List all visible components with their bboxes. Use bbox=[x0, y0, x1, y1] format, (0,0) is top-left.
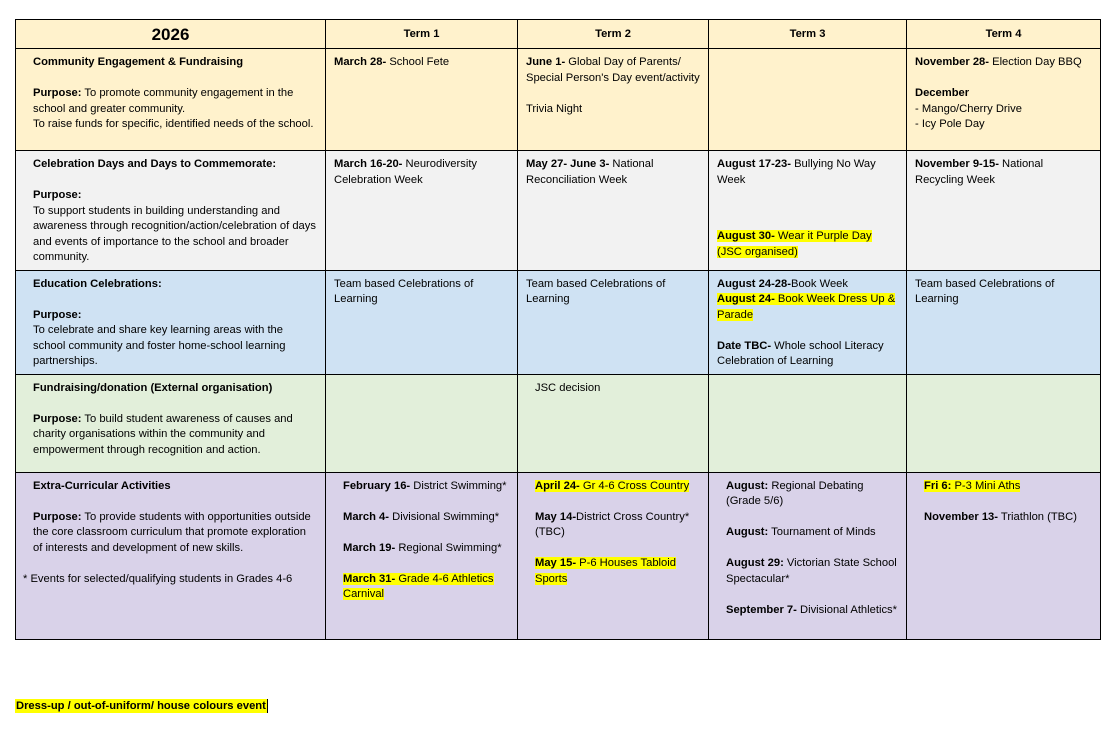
term-1-cell bbox=[326, 151, 518, 271]
event-text: District Swimming* bbox=[410, 479, 507, 492]
purpose-label: Purpose: bbox=[33, 87, 82, 99]
category-cell bbox=[16, 49, 326, 151]
event-text: Bullying No Way Week bbox=[717, 158, 876, 186]
purpose-text-2: To raise funds for specific, identified needs of the school. bbox=[33, 118, 314, 130]
event-text: Triathlon (TBC) bbox=[998, 510, 1077, 523]
category-cell bbox=[16, 472, 326, 639]
event-text: School Fete bbox=[386, 56, 450, 68]
dress-up-event-highlight bbox=[535, 557, 676, 585]
term-4-cell bbox=[907, 49, 1101, 151]
row-education-celebrations bbox=[16, 270, 1101, 374]
list-item bbox=[535, 479, 700, 495]
purpose-text: To provide students with opportunities outside the core classroom curriculum that promote exploration of interests and development of new skills. bbox=[33, 510, 311, 554]
event-text: Victorian State School Spectacular* bbox=[726, 557, 897, 585]
dress-up-event-highlight bbox=[717, 293, 895, 321]
term-2-cell bbox=[518, 49, 709, 151]
term-2-cell bbox=[518, 270, 709, 374]
category-title: Celebration Days and Days to Commemorate: bbox=[33, 158, 277, 170]
term-1-cell bbox=[326, 374, 518, 472]
event-text: P-3 Mini Aths bbox=[951, 479, 1021, 492]
event-date: September 7- bbox=[726, 603, 797, 616]
event-date: May 27- June 3- bbox=[526, 158, 610, 170]
event-text: Global Day of Parents/ Special Person's Day event/activity bbox=[526, 56, 700, 84]
event-date: June 1- bbox=[526, 56, 566, 68]
event-text: District Cross Country* (TBC) bbox=[535, 510, 690, 538]
event-date: February 16- bbox=[343, 479, 411, 492]
category-cell bbox=[16, 374, 326, 472]
term-2-cell bbox=[518, 374, 709, 472]
event-text: Gr 4-6 Cross Country bbox=[579, 479, 690, 492]
purpose-label: Purpose: bbox=[33, 510, 82, 523]
event-text: Book Week bbox=[790, 277, 848, 290]
list-item bbox=[535, 556, 700, 587]
list-item bbox=[343, 510, 509, 526]
event-text: Team based Celebrations of Learning bbox=[334, 277, 474, 305]
event-date: November 28- bbox=[915, 56, 989, 68]
term-3-heading: Term 3 bbox=[709, 20, 907, 49]
event-date: March 31- bbox=[343, 572, 396, 585]
event-date: August: bbox=[726, 526, 769, 538]
row-fundraising-donation bbox=[16, 374, 1101, 472]
dress-up-event-highlight bbox=[717, 230, 872, 258]
dress-up-event-highlight bbox=[535, 480, 689, 492]
category-cell bbox=[16, 270, 326, 374]
event-date: March 4- bbox=[343, 510, 390, 523]
event-date: August 30- bbox=[717, 230, 775, 242]
list-item bbox=[726, 556, 898, 587]
event-date: Fri 6: bbox=[924, 479, 952, 492]
list-item bbox=[924, 510, 1092, 526]
term-4-cell bbox=[907, 472, 1101, 639]
year-heading: 2026 bbox=[16, 20, 326, 49]
term-4-cell bbox=[907, 374, 1101, 472]
category-title: Community Engagement & Fundraising bbox=[33, 56, 244, 68]
list-item bbox=[343, 479, 509, 495]
event-calendar-table bbox=[15, 19, 1101, 640]
term-1-cell bbox=[326, 270, 518, 374]
event-text: Election Day BBQ bbox=[989, 56, 1082, 68]
term-3-cell bbox=[709, 49, 907, 151]
term-1-heading: Term 1 bbox=[326, 20, 518, 49]
term-4-cell bbox=[907, 151, 1101, 271]
event-text: Neurodiversity Celebration Week bbox=[334, 158, 478, 186]
term-3-cell bbox=[709, 472, 907, 639]
event-text: National Reconciliation Week bbox=[526, 158, 654, 186]
event-text: Trivia Night bbox=[526, 102, 583, 115]
event-date: August 24-28- bbox=[717, 277, 791, 290]
event-date: August: bbox=[726, 479, 769, 492]
dress-up-event-highlight bbox=[343, 573, 494, 601]
purpose-label: Purpose: bbox=[33, 308, 82, 321]
term-2-cell bbox=[518, 472, 709, 639]
term-3-cell bbox=[709, 374, 907, 472]
event-heading: December bbox=[915, 87, 970, 99]
list-item bbox=[343, 572, 509, 603]
purpose-text: To celebrate and share key learning areas with the school community and foster home-school learning partnerships. bbox=[33, 324, 286, 367]
event-text: Book Week Dress Up & Parade bbox=[717, 293, 896, 321]
event-text: National Recycling Week bbox=[915, 158, 1044, 186]
event-text: Wear it Purple Day (JSC organised) bbox=[717, 230, 872, 258]
event-text: JSC decision bbox=[535, 381, 601, 394]
footnote-text: * Events for selected/qualifying students in Grades 4-6 bbox=[23, 572, 293, 585]
row-extra-curricular bbox=[16, 472, 1101, 639]
list-item bbox=[924, 479, 1092, 495]
event-date: November 13- bbox=[924, 510, 998, 523]
category-cell bbox=[16, 151, 326, 271]
term-1-cell bbox=[326, 472, 518, 639]
event-text: Team based Celebrations of Learning bbox=[915, 277, 1055, 305]
event-date: Date TBC- bbox=[717, 339, 772, 352]
category-title: Education Celebrations: bbox=[33, 277, 162, 290]
event-date: August 29: bbox=[726, 557, 784, 569]
purpose-text: To promote community engagement in the school and greater community. bbox=[33, 87, 294, 115]
event-text: P-6 Houses Tabloid Sports bbox=[535, 557, 676, 585]
event-text: Whole school Literacy Celebration of Learning bbox=[717, 339, 884, 367]
event-text: Grade 4-6 Athletics Carnival bbox=[343, 572, 494, 600]
list-item bbox=[726, 479, 898, 510]
category-title: Fundraising/donation (External organisation) bbox=[33, 381, 273, 394]
category-title: Extra-Curricular Activities bbox=[33, 479, 171, 492]
header-row bbox=[16, 20, 1101, 49]
term-1-cell bbox=[326, 49, 518, 151]
list-item bbox=[535, 510, 700, 541]
term-4-heading: Term 4 bbox=[907, 20, 1101, 49]
purpose-text: To build student awareness of causes and charity organisations within the community and empowerment through recognition and action. bbox=[33, 412, 293, 456]
term-2-cell bbox=[518, 151, 709, 271]
event-text: Tournament of Minds bbox=[768, 526, 876, 538]
term-3-cell bbox=[709, 270, 907, 374]
row-community-engagement bbox=[16, 49, 1101, 151]
list-item bbox=[343, 541, 509, 557]
list-item: - Mango/Cherry Drive bbox=[915, 102, 1022, 115]
event-date: March 16-20- bbox=[334, 158, 403, 170]
term-2-heading: Term 2 bbox=[518, 20, 709, 49]
dress-up-event-highlight bbox=[924, 480, 1020, 492]
event-date: November 9-15- bbox=[915, 158, 999, 170]
row-celebration-days bbox=[16, 151, 1101, 271]
term-3-cell bbox=[709, 151, 907, 271]
term-4-cell bbox=[907, 270, 1101, 374]
event-date: August 24- bbox=[717, 293, 775, 305]
event-date: April 24- bbox=[535, 479, 580, 492]
event-date: August 17-23- bbox=[717, 158, 791, 170]
event-date: May 14- bbox=[535, 510, 577, 523]
purpose-label: Purpose: bbox=[33, 189, 82, 201]
event-text: Team based Celebrations of Learning bbox=[526, 277, 666, 305]
event-text: Divisional Swimming* bbox=[389, 510, 500, 523]
highlight-legend: Dress-up / out-of-uniform/ house colours event bbox=[16, 700, 266, 712]
event-text: Divisional Athletics* bbox=[796, 603, 897, 616]
list-item bbox=[726, 603, 898, 619]
list-item: - Icy Pole Day bbox=[915, 118, 985, 130]
purpose-label: Purpose: bbox=[33, 412, 82, 425]
purpose-text: To support students in building understanding and awareness through recognition/action/celebration of days and events of importance to the school and broader community. bbox=[33, 204, 316, 263]
event-text: Regional Debating (Grade 5/6) bbox=[726, 479, 864, 507]
event-text: Regional Swimming* bbox=[395, 541, 502, 554]
list-item bbox=[726, 525, 898, 541]
event-date: March 28- bbox=[334, 56, 387, 68]
event-date: March 19- bbox=[343, 541, 396, 554]
event-date: May 15- bbox=[535, 557, 577, 569]
